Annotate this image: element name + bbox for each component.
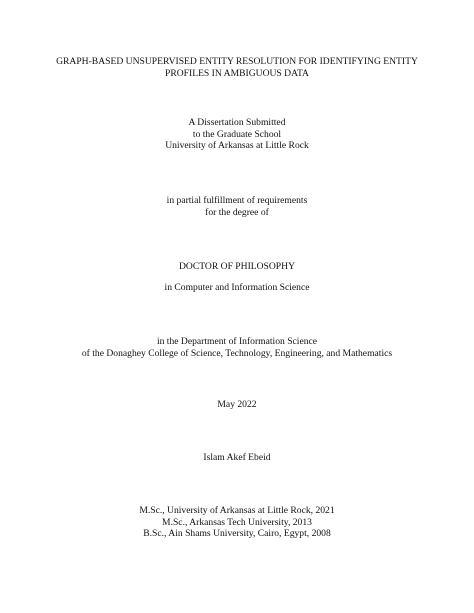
degree-name — [0, 261, 474, 273]
field-text: in Computer and Information Science — [164, 282, 310, 293]
submission-university: University of Arkansas at Little Rock — [165, 140, 309, 152]
date-text: May 2022 — [217, 399, 257, 410]
author-text: Islam Akef Ebeid — [203, 452, 271, 463]
submission-date — [0, 399, 474, 411]
submission-statement — [0, 117, 474, 152]
department-statement — [0, 336, 474, 359]
submission-line-2: to the Graduate School — [192, 128, 282, 140]
title-line-2: PROFILES IN AMBIGUOUS DATA — [165, 67, 309, 79]
fulfillment-line-2: for the degree of — [205, 206, 269, 218]
title-line-1: GRAPH-BASED UNSUPERVISED ENTITY RESOLUTION FOR IDENTIFYING ENTITY — [56, 56, 418, 67]
author-name — [0, 452, 474, 464]
dissertation-title — [0, 56, 474, 79]
department-line-1: in the Department of Information Science — [156, 336, 318, 347]
submission-line-1: A Dissertation Submitted — [188, 117, 286, 128]
prior-degree-3: B.Sc., Ain Shams University, Cairo, Egypt, 2008 — [143, 528, 331, 540]
prior-degree-1: M.Sc., University of Arkansas at Little Rock, 2021 — [139, 505, 335, 516]
prior-degrees — [0, 505, 474, 540]
department-line-2: of the Donaghey College of Science, Technology, Engineering, and Mathematics — [81, 347, 393, 359]
prior-degree-2: M.Sc., Arkansas Tech University, 2013 — [162, 516, 312, 528]
fulfillment-line-1: in partial fulfillment of requirements — [166, 195, 308, 206]
degree-field — [0, 282, 474, 294]
fulfillment-statement — [0, 195, 474, 218]
degree-text: DOCTOR OF PHILOSOPHY — [178, 261, 296, 272]
